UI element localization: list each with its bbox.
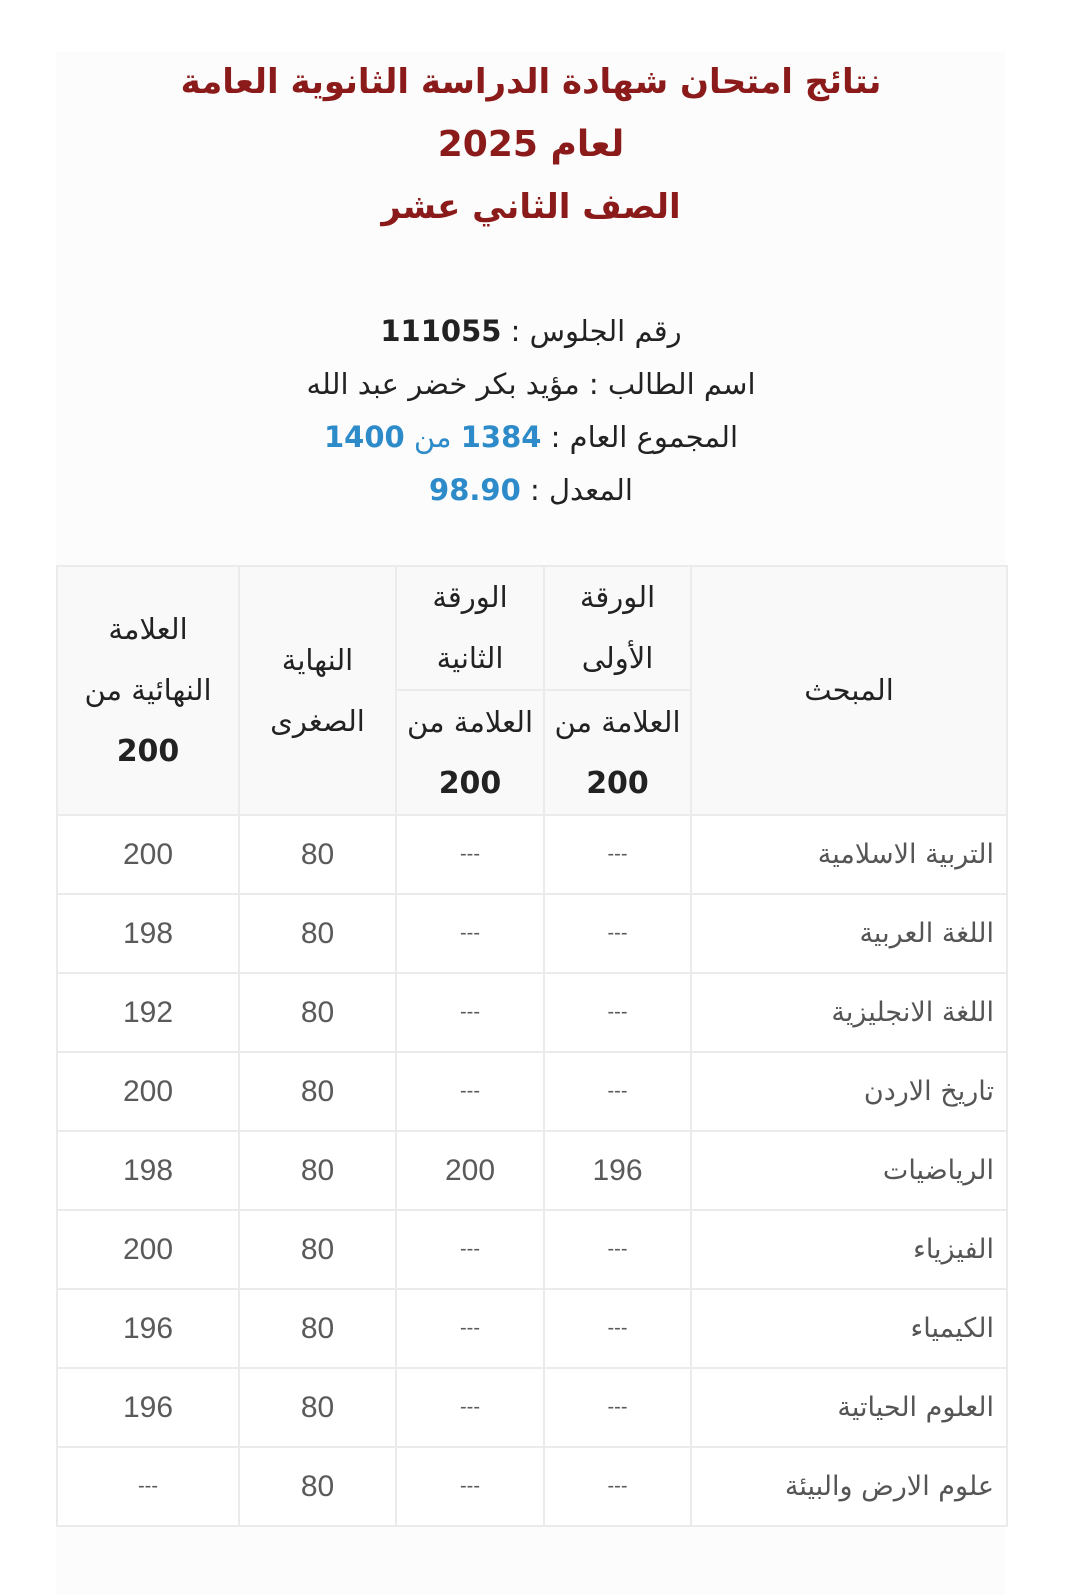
paper1-cell: --- — [544, 894, 691, 973]
student-name-line — [56, 359, 1006, 412]
paper1-cell: --- — [544, 1210, 691, 1289]
results-container — [56, 52, 1006, 1595]
paper1-cell: --- — [544, 973, 691, 1052]
paper1-cell: --- — [544, 815, 691, 894]
header-paper2-sub-max: 200 — [438, 765, 502, 801]
student-name-value: مؤيد بكر خضر عبد الله — [306, 367, 580, 401]
average-value: 98.90 — [429, 473, 521, 507]
final-cell: 200 — [57, 815, 239, 894]
table-row — [57, 815, 1007, 894]
final-cell: --- — [57, 1447, 239, 1526]
minimum-cell: 80 — [239, 973, 396, 1052]
student-name-label: اسم الطالب : — [579, 367, 756, 401]
header-paper1-sub-label: العلامة من — [554, 704, 681, 739]
header-final-label: العلامة النهائية من — [84, 612, 212, 707]
seat-number-line — [56, 306, 1006, 359]
exam-title: نتائج امتحان شهادة الدراسة الثانوية العامة — [180, 62, 882, 102]
header-minimum: النهاية الصغرى — [239, 566, 396, 815]
paper2-cell: --- — [396, 1368, 544, 1447]
total-max: 1400 — [323, 420, 405, 454]
grade-level: الصف الثاني عشر — [381, 187, 681, 227]
table-row — [57, 1131, 1007, 1210]
table-row — [57, 973, 1007, 1052]
subject-cell: الكيمياء — [691, 1289, 1007, 1368]
minimum-cell: 80 — [239, 1131, 396, 1210]
paper2-cell: --- — [396, 973, 544, 1052]
seat-number-value: 111055 — [380, 314, 502, 348]
table-row — [57, 1447, 1007, 1526]
paper1-cell: --- — [544, 1447, 691, 1526]
minimum-cell: 80 — [239, 1289, 396, 1368]
paper1-cell: 196 — [544, 1131, 691, 1210]
minimum-cell: 80 — [239, 1210, 396, 1289]
paper2-cell: --- — [396, 1052, 544, 1131]
header-subject: المبحث — [691, 566, 1007, 815]
paper1-cell: --- — [544, 1289, 691, 1368]
final-cell: 196 — [57, 1289, 239, 1368]
final-cell: 200 — [57, 1052, 239, 1131]
total-of: من — [404, 420, 461, 454]
total-label: المجموع العام : — [541, 420, 738, 454]
seat-number-label: رقم الجلوس : — [501, 314, 682, 348]
header-paper2: الورقة الثانية — [396, 566, 544, 690]
paper2-cell: --- — [396, 815, 544, 894]
header-paper1-sub — [544, 690, 691, 815]
header-paper1-sub-max: 200 — [586, 765, 649, 801]
header-paper2-sub — [396, 690, 544, 815]
average-label: المعدل : — [520, 473, 633, 507]
minimum-cell: 80 — [239, 815, 396, 894]
header-final — [57, 566, 239, 815]
minimum-cell: 80 — [239, 1368, 396, 1447]
final-cell: 192 — [57, 973, 239, 1052]
header-paper2-sub-label: العلامة من — [406, 704, 534, 739]
table-row — [57, 1368, 1007, 1447]
subject-cell: التربية الاسلامية — [691, 815, 1007, 894]
subject-cell: علوم الارض والبيئة — [691, 1447, 1007, 1526]
table-row — [57, 1289, 1007, 1368]
average-line — [56, 465, 1006, 518]
paper2-cell: --- — [396, 894, 544, 973]
paper2-cell: --- — [396, 1447, 544, 1526]
final-cell: 196 — [57, 1368, 239, 1447]
results-table-header — [57, 566, 1007, 815]
paper2-cell: 200 — [396, 1131, 544, 1210]
subject-cell: الرياضيات — [691, 1131, 1007, 1210]
minimum-cell: 80 — [239, 894, 396, 973]
subject-cell: تاريخ الاردن — [691, 1052, 1007, 1131]
student-info — [56, 306, 1006, 518]
results-table — [56, 565, 1008, 1527]
subject-cell: اللغة الانجليزية — [691, 973, 1007, 1052]
paper2-cell: --- — [396, 1289, 544, 1368]
subject-cell: الفيزياء — [691, 1210, 1007, 1289]
final-cell: 198 — [57, 1131, 239, 1210]
results-table-body — [57, 815, 1007, 1526]
total-value: 1384 — [460, 420, 542, 454]
final-cell: 198 — [57, 894, 239, 973]
minimum-cell: 80 — [239, 1052, 396, 1131]
subject-cell: العلوم الحياتية — [691, 1368, 1007, 1447]
exam-year: لعام 2025 — [437, 124, 625, 165]
final-cell: 200 — [57, 1210, 239, 1289]
table-row — [57, 894, 1007, 973]
paper2-cell: --- — [396, 1210, 544, 1289]
header-paper1: الورقة الأولى — [544, 566, 691, 690]
paper1-cell: --- — [544, 1368, 691, 1447]
total-line — [56, 412, 1006, 465]
minimum-cell: 80 — [239, 1447, 396, 1526]
subject-cell: اللغة العربية — [691, 894, 1007, 973]
table-row — [57, 1052, 1007, 1131]
paper1-cell: --- — [544, 1052, 691, 1131]
table-row — [57, 1210, 1007, 1289]
header-final-max: 200 — [116, 734, 180, 769]
